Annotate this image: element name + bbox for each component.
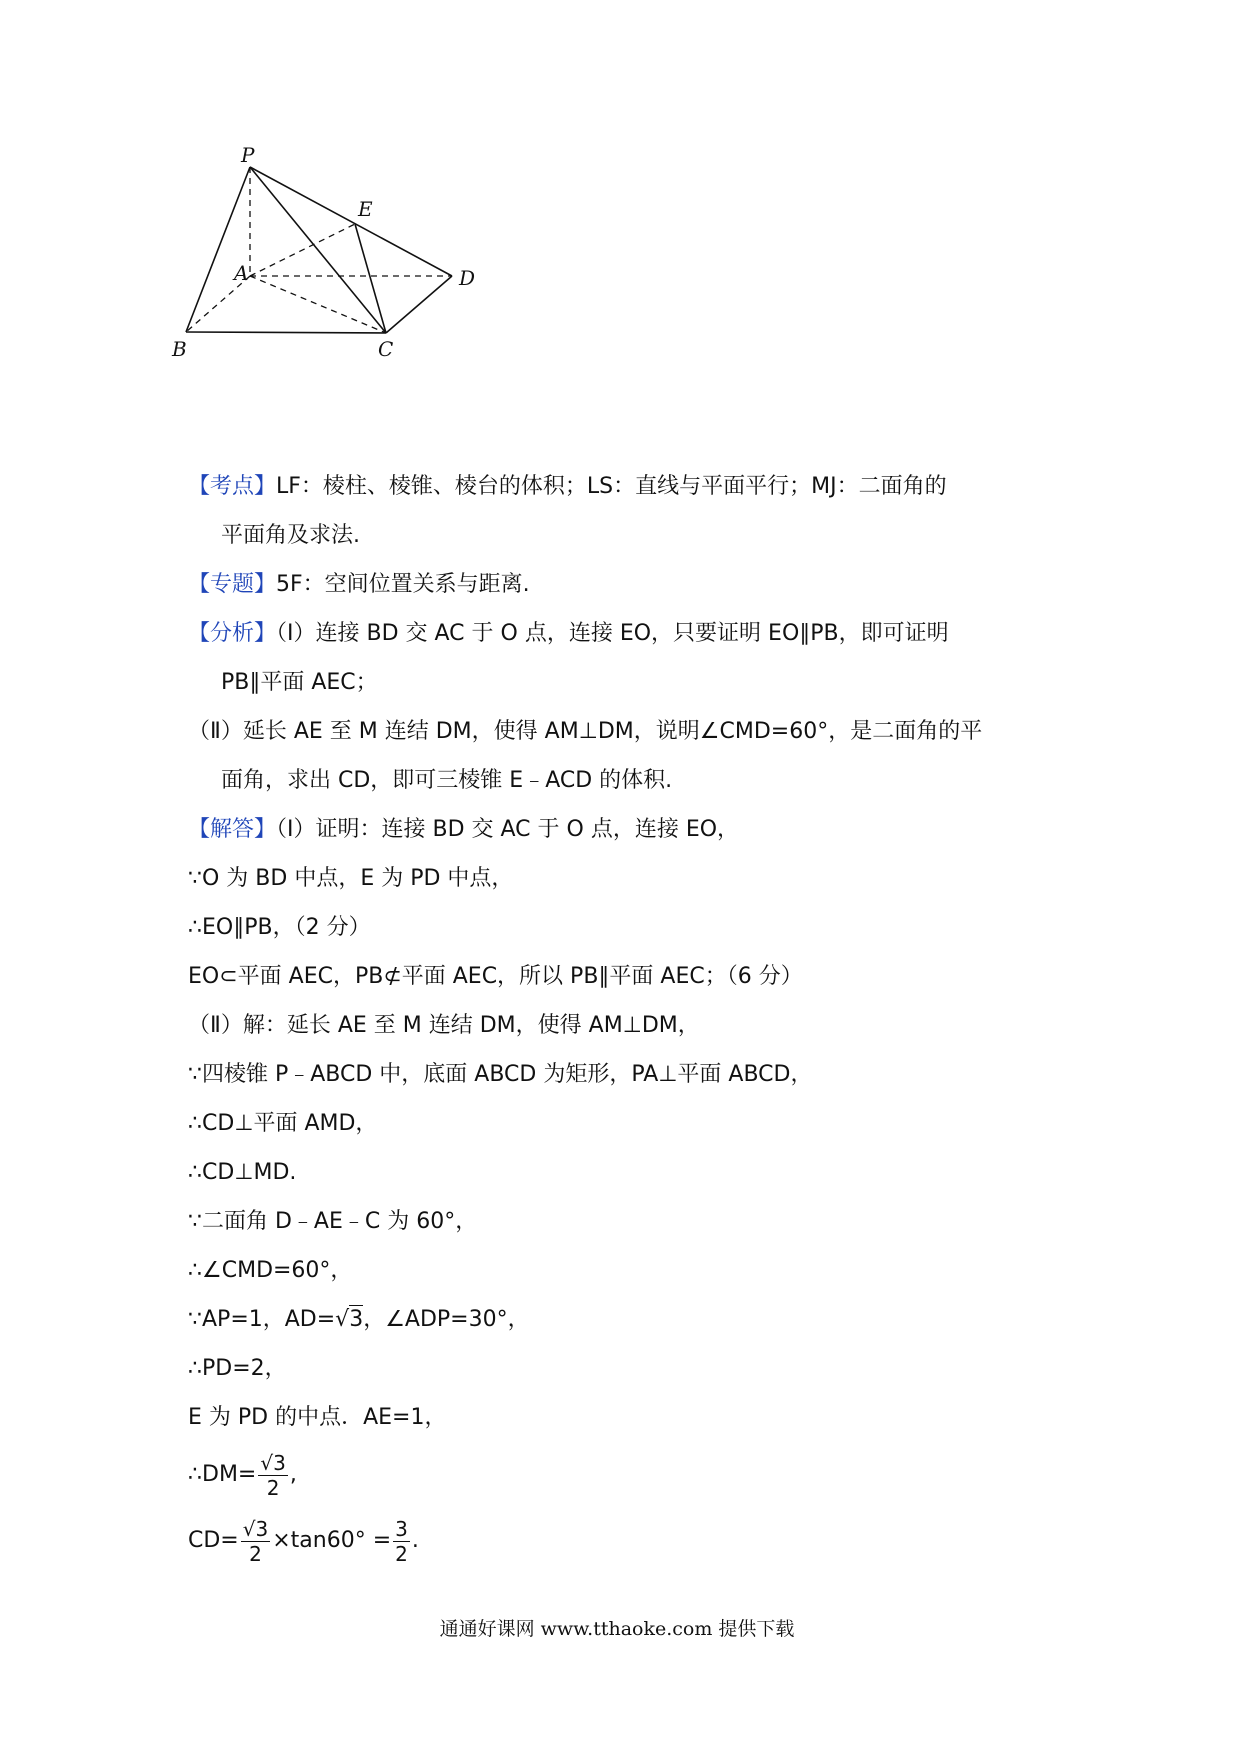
fenxi-line-4: 面角，求出 CD，即可三棱锥 E﹣ACD 的体积. <box>221 768 673 793</box>
kaodian-text: LF：棱柱、棱锥、棱台的体积；LS：直线与平面平行；MJ：二面角的 <box>276 474 947 499</box>
label-A: A <box>234 261 249 285</box>
cd-fraction-1 <box>241 1516 270 1566</box>
cd-mid: ×tan60° = <box>272 1528 392 1553</box>
kaodian-line-1 <box>188 462 1068 511</box>
solution-line-9: ∴∠CMD=60°， <box>188 1258 353 1283</box>
label-E: E <box>358 197 373 221</box>
kaodian-line-2: 平面角及求法. <box>221 523 360 548</box>
ap-ad-line <box>188 1295 1068 1344</box>
solution-content <box>188 462 1068 1574</box>
cd-denominator-2: 2 <box>395 1541 408 1566</box>
dm-line <box>188 1442 1068 1508</box>
label-P: P <box>241 143 255 167</box>
cd-post: . <box>411 1528 419 1553</box>
cd-line <box>188 1508 1068 1574</box>
dm-post: , <box>289 1462 297 1487</box>
solution-line-5: ∵四棱锥 P﹣ABCD 中，底面 ABCD 为矩形，PA⊥平面 ABCD， <box>188 1062 813 1087</box>
label-B: B <box>172 337 187 361</box>
solution-line-4: （Ⅱ）解：延长 AE 至 M 连结 DM，使得 AM⊥DM， <box>188 1013 700 1038</box>
cd-numerator-1: √3 <box>242 1516 269 1541</box>
edge-CD <box>386 276 452 333</box>
zhuanti-line <box>188 560 1068 609</box>
solution-line-2: ∴EO∥PB，（2 分） <box>188 915 371 940</box>
fenxi-line-1 <box>188 609 1068 658</box>
jieda-tag: 【解答】 <box>188 817 277 842</box>
fenxi-text: （Ⅰ）连接 BD 交 AC 于 O 点，连接 EO，只要证明 EO∥PB，即可证明 <box>276 621 949 646</box>
zhuanti-text: 5F：空间位置关系与距离. <box>276 572 530 597</box>
label-C: C <box>378 337 394 361</box>
solution-line-3: EO⊂平面 AEC，PB⊄平面 AEC，所以 PB∥平面 AEC；（6 分） <box>188 964 803 989</box>
ap-pre: ∵AP=1，AD= <box>188 1307 336 1332</box>
fenxi-tag: 【分析】 <box>188 621 277 646</box>
cd-fraction-2 <box>393 1516 410 1566</box>
dm-denominator: 2 <box>266 1475 280 1500</box>
jieda-text: （Ⅰ）证明：连接 BD 交 AC 于 O 点，连接 EO， <box>276 817 740 842</box>
cd-pre: CD= <box>188 1528 239 1553</box>
sqrt-radicand: 3 <box>349 1307 364 1332</box>
edge-BC <box>186 332 386 333</box>
edge-PC <box>250 167 386 333</box>
cd-numerator-2: 3 <box>395 1516 408 1541</box>
dm-numerator: √3 <box>260 1450 286 1475</box>
label-D: D <box>459 266 476 290</box>
solution-line-7: ∴CD⊥MD. <box>188 1160 297 1185</box>
solution-line-6: ∴CD⊥平面 AMD， <box>188 1111 378 1136</box>
edge-PD <box>250 167 452 276</box>
dm-pre: ∴DM= <box>188 1462 257 1487</box>
pyramid-diagram <box>172 143 560 410</box>
kaodian-tag: 【考点】 <box>188 474 277 499</box>
zhuanti-tag: 【专题】 <box>188 572 277 597</box>
pyramid-figure <box>172 143 560 410</box>
solution-line-8: ∵二面角 D﹣AE﹣C 为 60°， <box>188 1209 478 1234</box>
page-footer: 通通好课网 www.tthaoke.com 提供下载 <box>439 1618 795 1640</box>
solution-line-10: ∴PD=2， <box>188 1356 287 1381</box>
fenxi-line-2: PB∥平面 AEC； <box>221 670 378 695</box>
solution-line-11: E 为 PD 的中点．AE=1， <box>188 1405 447 1430</box>
sqrt-sign: √ <box>335 1307 350 1332</box>
edge-PB <box>186 167 250 332</box>
edge-AC <box>250 276 386 333</box>
cd-denominator-1: 2 <box>249 1541 262 1566</box>
edge-EC <box>355 224 386 333</box>
dm-fraction <box>258 1450 287 1500</box>
jieda-line <box>188 805 1068 854</box>
ap-post: ，∠ADP=30°， <box>363 1307 530 1332</box>
fenxi-line-3: （Ⅱ）延长 AE 至 M 连结 DM，使得 AM⊥DM，说明∠CMD=60°，是二面角的平 <box>188 719 983 744</box>
solution-line-1: ∵O 为 BD 中点，E 为 PD 中点， <box>188 866 514 891</box>
